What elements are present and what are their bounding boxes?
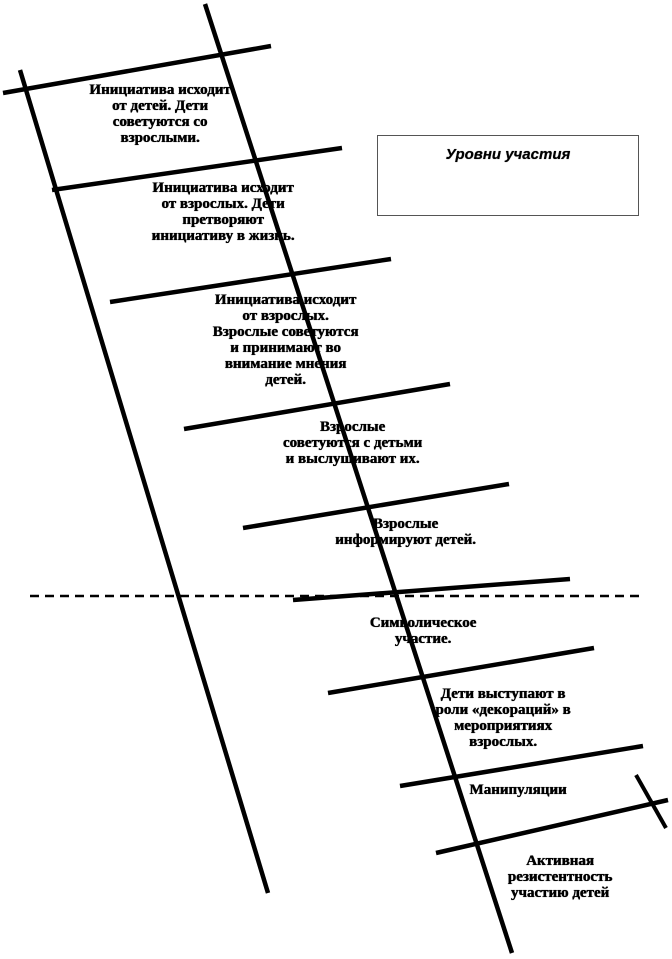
ladder-rung (400, 746, 643, 786)
legend-box (377, 135, 639, 216)
rung-1-label: Инициатива исходит от детей. Дети советуются со взрослыми. (89, 82, 231, 146)
rung-7-label: Дети выступают в роли «декораций» в мероприятиях взрослых. (435, 686, 571, 750)
legend-title: Уровни участия (445, 146, 571, 163)
rung-2-label: Инициатива исходит от взрослых. Дети претворяют инициативу в жизнь. (151, 180, 295, 244)
rung-3-label: Инициатива исходит от взрослых. Взрослые советуются и принимают во внимание мнения детей. (212, 292, 359, 388)
rung-4-label: Взрослые советуются с детьми и выслушивают их. (282, 419, 423, 467)
rung-5-label: Взрослые информируют детей. (335, 516, 476, 548)
rung-6-label: Символическое участие. (369, 615, 477, 647)
rung-8-label: Манипуляции (469, 782, 567, 798)
rung-9-label: Активная резистентность участию детей (507, 853, 613, 901)
